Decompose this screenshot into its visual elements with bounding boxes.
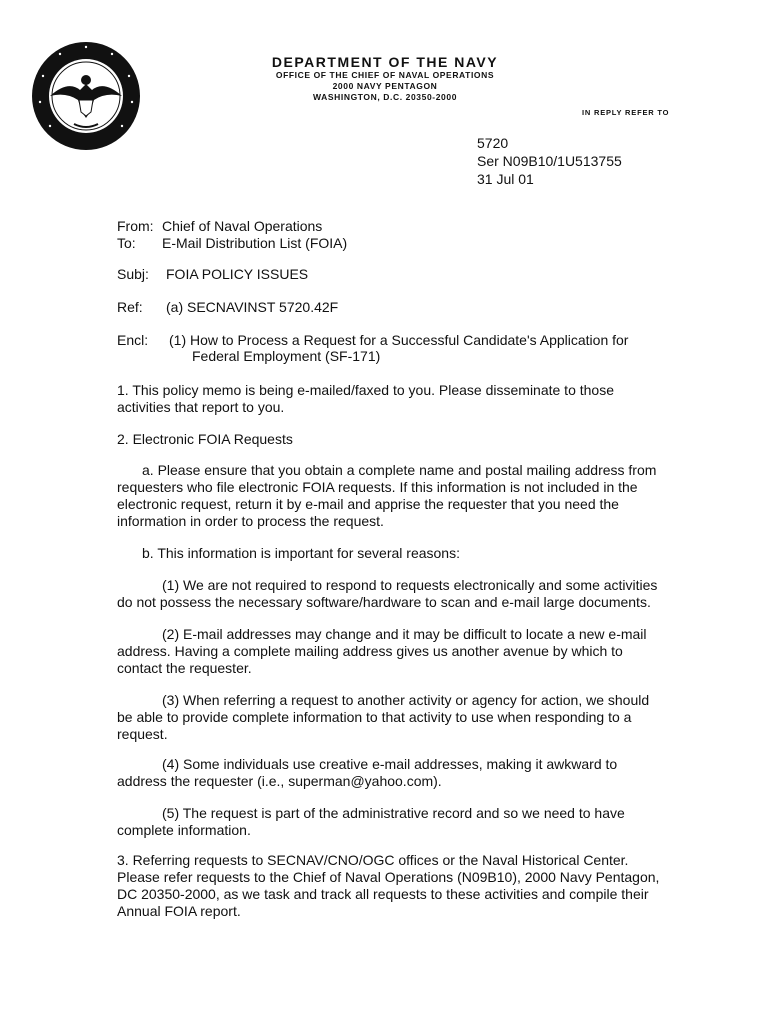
subject-label: Subj: bbox=[117, 266, 149, 282]
enclosure-line-1: (1) How to Process a Request for a Successful Candidate's Application for bbox=[169, 332, 629, 348]
paragraph-line: (2) E-mail addresses may change and it may be difficult to locate a new e-mail bbox=[162, 626, 647, 642]
paragraph-line: (4) Some individuals use creative e-mail addresses, making it awkward to bbox=[162, 756, 618, 772]
reason-4 bbox=[117, 756, 657, 790]
paragraph-line: DC 20350-2000, as we task and track all requests to these activities and compile their bbox=[117, 886, 649, 902]
paragraph-line: complete information. bbox=[117, 822, 251, 838]
reference-serial: Ser N09B10/1U513755 bbox=[477, 153, 622, 169]
reference-block bbox=[477, 134, 622, 188]
paragraph-line: a. Please ensure that you obtain a complete name and postal mailing address from bbox=[142, 462, 657, 478]
dod-seal-logo bbox=[30, 40, 142, 152]
from-label: From: bbox=[117, 218, 154, 234]
reason-3 bbox=[117, 692, 657, 743]
paragraph-2-heading: 2. Electronic FOIA Requests bbox=[117, 431, 293, 447]
paragraph-1 bbox=[117, 382, 657, 416]
paragraph-line: (1) We are not required to respond to requests electronically and some activities bbox=[162, 577, 658, 593]
paragraph-line: requesters who file electronic FOIA requests. If this information is not included in the bbox=[117, 479, 638, 495]
enclosure-line-2: Federal Employment (SF-171) bbox=[192, 348, 381, 364]
reference-code: 5720 bbox=[477, 135, 509, 151]
reference-date: 31 Jul 01 bbox=[477, 171, 534, 187]
from-value: Chief of Naval Operations bbox=[162, 218, 323, 234]
letterhead-office: OFFICE OF THE CHIEF OF NAVAL OPERATIONS bbox=[275, 70, 495, 80]
paragraph-line: Annual FOIA report. bbox=[117, 903, 241, 919]
paragraph-line: 1. This policy memo is being e-mailed/faxed to you. Please disseminate to those bbox=[117, 382, 614, 398]
paragraph-line: be able to provide complete information to that activity to use when responding to a bbox=[117, 709, 632, 725]
paragraph-line: contact the requester. bbox=[117, 660, 252, 676]
paragraph-2b: b. This information is important for several reasons: bbox=[142, 545, 460, 561]
to-value: E-Mail Distribution List (FOIA) bbox=[162, 235, 348, 251]
ref-label: Ref: bbox=[117, 299, 143, 315]
paragraph-3 bbox=[117, 852, 660, 920]
letterhead-address-city: WASHINGTON, D.C. 20350-2000 bbox=[312, 92, 458, 102]
paragraph-line: (3) When referring a request to another activity or agency for action, we should bbox=[162, 692, 650, 708]
paragraph-line: information in order to process the request. bbox=[117, 513, 384, 529]
paragraph-line: activities that report to you. bbox=[117, 399, 285, 415]
letterhead-address-street: 2000 NAVY PENTAGON bbox=[332, 81, 438, 91]
reply-refer-label: IN REPLY REFER TO bbox=[582, 108, 670, 117]
paragraph-line: (5) The request is part of the administrative record and so we need to have bbox=[162, 805, 625, 821]
reason-1 bbox=[117, 577, 657, 611]
paragraph-line: 3. Referring requests to SECNAV/CNO/OGC offices or the Naval Historical Center. bbox=[117, 852, 629, 868]
paragraph-line: Please refer requests to the Chief of Naval Operations (N09B10), 2000 Navy Pentagon, bbox=[117, 869, 660, 885]
paragraph-line: request. bbox=[117, 726, 168, 742]
letterhead-department: DEPARTMENT OF THE NAVY bbox=[271, 54, 499, 70]
to-label: To: bbox=[117, 235, 136, 251]
reason-5 bbox=[117, 805, 657, 839]
paragraph-line: address. Having a complete mailing address gives us another avenue by which to bbox=[117, 643, 623, 659]
paragraph-line: electronic request, return it by e-mail and apprise the requester that you need the bbox=[117, 496, 619, 512]
paragraph-2a bbox=[117, 462, 657, 530]
ref-value: (a) SECNAVINST 5720.42F bbox=[166, 299, 339, 315]
paragraph-line: address the requester (i.e., superman@yahoo.com). bbox=[117, 773, 442, 789]
paragraph-line: do not possess the necessary software/hardware to scan and e-mail large documents. bbox=[117, 594, 651, 610]
enclosure-label: Encl: bbox=[117, 332, 149, 348]
reason-2 bbox=[117, 626, 657, 677]
subject-value: FOIA POLICY ISSUES bbox=[166, 266, 309, 282]
